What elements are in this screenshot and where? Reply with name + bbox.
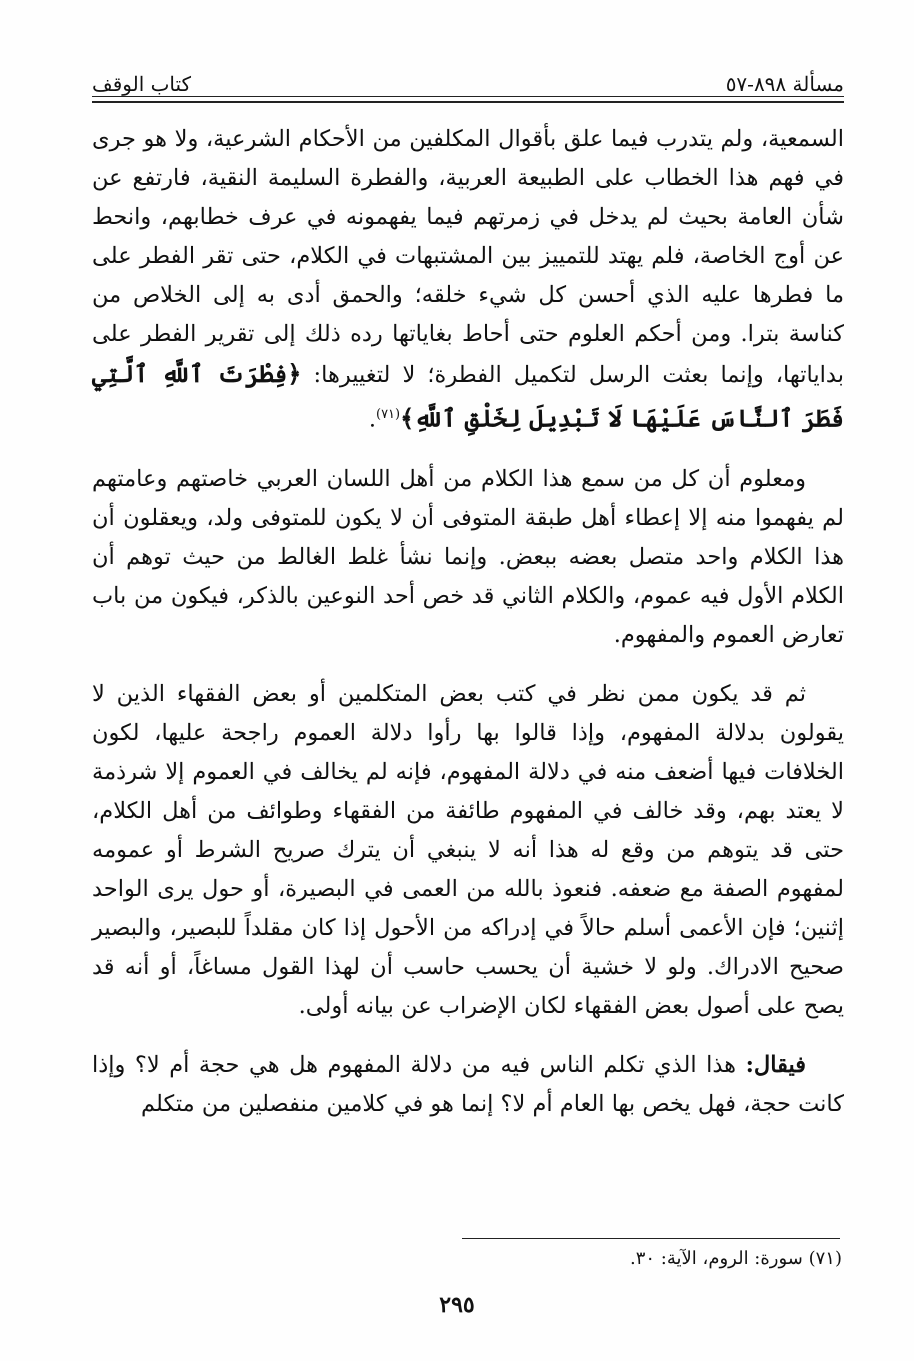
header-rule-thick	[92, 101, 844, 103]
header-rule-thin	[92, 96, 844, 97]
paragraph-1-text: السمعية، ولم يتدرب فيما علق بأقوال المكلفين من الأحكام الشرعية، ولا هو جرى في فهم هذا الخطاب على الطبيعة العربية، والفطرة السليمة النقية، فارتفع عن شأن العامة بحيث لم يدخل في زمرتهم فيما يفهمونه في عرف خطابهم، وانحط عن أوج الخاصة، فلم يهتد للتمييز بين المشتبهات في الكلام، حتى تقر الفطر على ما فطرها عليه الذي أحسن كل شيء خلقه؛ والحمق أدى به إلى الخلاص من كناسة بترا. ومن أحكم العلوم حتى أحاط بغاياتها رده ذلك إلى تقرير الفطر على بداياتها، وإنما بعثت الرسل لتكميل الفطرة؛ لا لتغييرها:	[92, 126, 844, 388]
paragraph-1	[92, 120, 844, 440]
paragraph-4-text: هذا الذي تكلم الناس فيه من دلالة المفهوم هل هي حجة أم لا؟ وإذا كانت حجة، فهل يخص بها العام أم لا؟ إنما هو في كلامين منفصلين من متكلم	[92, 1051, 844, 1117]
footnote-separator	[462, 1238, 840, 1239]
paragraph-2: ومعلوم أن كل من سمع هذا الكلام من أهل اللسان العربي خاصتهم وعامتهم لم يفهموا منه إلا إعطاء أهل طبقة المتوفى أن لا يكون للمتوفى ولد، ويعقلون أن هذا الكلام واحد متصل بعضه ببعض. وإنما نشأ غلط الغالط من حيث توهم أن الكلام الأول فيه عموم، والكلام الثاني قد خص أحد النوعين بالذكر، فيكون من باب تعارض العموم والمفهوم.	[92, 465, 844, 648]
main-text	[92, 120, 844, 1144]
page-number: ٢٩٥	[439, 1292, 475, 1318]
paragraph-4	[92, 1046, 844, 1124]
footnote-71: (٧١) سورة: الروم، الآية: ٣٠.	[630, 1248, 842, 1269]
header-issue-number: مسألة ٨٩٨-٥٧	[725, 72, 844, 96]
quran-verse: ﴿فِطْرَتَ ٱللَّهِ ٱلَّتِي فَطَرَ ٱلنَّاسَ عَلَيْهَا لَا تَبْدِيلَ لِخَلْقِ ٱللَّهِ﴾	[92, 359, 844, 433]
paragraph-4-lead: فيقال:	[745, 1051, 806, 1078]
header-book-title: كتاب الوقف	[92, 72, 192, 96]
page-header	[92, 60, 844, 96]
paragraph-3: ثم قد يكون ممن نظر في كتب بعض المتكلمين أو بعض الفقهاء الذين لا يقولون بدلالة المفهوم، وإذا قالوا بها رأوا دلالة العموم راجحة عليها، لكون الخلافات فيها أضعف منه في دلالة المفهوم، فإنه لم يخالف في العموم إلا شرذمة لا يعتد بهم، وقد خالف في المفهوم طائفة من الفقهاء وطوائف من أهل الكلام، حتى قد يتوهم من وقع له هذا أنه لا ينبغي أن يترك صريح الشرط أو عمومه لمفهوم الصفة مع ضعفه. فنعوذ بالله من العمى في البصيرة، أو حول يرى الواحد إثنين؛ فإن الأعمى أسلم حالاً في إدراكه من الأحول إذا كان مقلداً للبصير، والبصير صحيح الادراك. ولو لا خشية أن يحسب حاسب أن لهذا القول مساغاً، أو أنه قد يصح على أصول بعض الفقهاء لكان الإضراب عن بيانه أولى.	[92, 680, 844, 1019]
footnote-ref-71: (٧١)	[375, 407, 401, 422]
paragraph-1-end: .	[368, 406, 376, 433]
